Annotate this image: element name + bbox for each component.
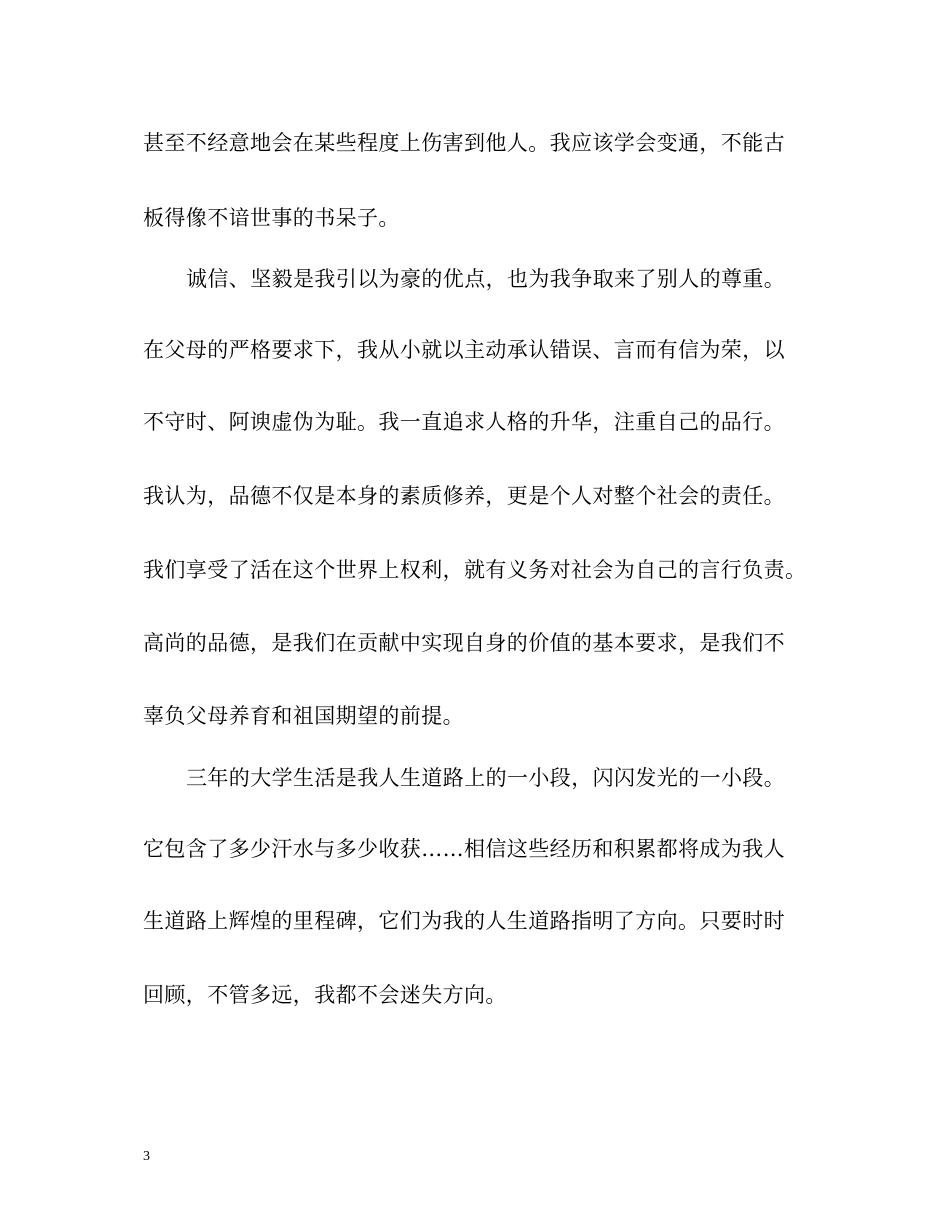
text-line: 甚至不经意地会在某些程度上伤害到他人。我应该学会变通，不能古	[143, 131, 785, 155]
text-line: 生道路上辉煌的里程碑，它们为我的人生道路指明了方向。只要时时	[143, 909, 785, 933]
text-line: 我认为，品德不仅是本身的素质修养，更是个人对整个社会的责任。	[143, 484, 785, 508]
text-line: 板得像不谙世事的书呆子。	[143, 206, 400, 230]
text-line: 它包含了多少汗水与多少收获……相信这些经历和积累都将成为我人	[143, 837, 785, 861]
text-line: 在父母的严格要求下，我从小就以主动承认错误、言而有信为荣，以	[143, 338, 785, 362]
paragraph-first-line: 诚信、坚毅是我引以为豪的优点，也为我争取来了别人的尊重。	[186, 267, 786, 291]
page-number: 3	[143, 1149, 150, 1164]
paragraph-first-line: 三年的大学生活是我人生道路上的一小段，闪闪发光的一小段。	[186, 766, 786, 790]
text-line: 不守时、阿谀虚伪为耻。我一直追求人格的升华，注重自己的品行。	[143, 410, 785, 434]
text-line: 我们享受了活在这个世界上权利，就有义务对社会为自己的言行负责。	[143, 558, 807, 582]
text-line: 辜负父母养育和祖国期望的前提。	[143, 704, 464, 728]
text-line: 回顾，不管多远，我都不会迷失方向。	[143, 983, 507, 1007]
text-line: 高尚的品德，是我们在贡献中实现自身的价值的基本要求，是我们不	[143, 631, 785, 655]
